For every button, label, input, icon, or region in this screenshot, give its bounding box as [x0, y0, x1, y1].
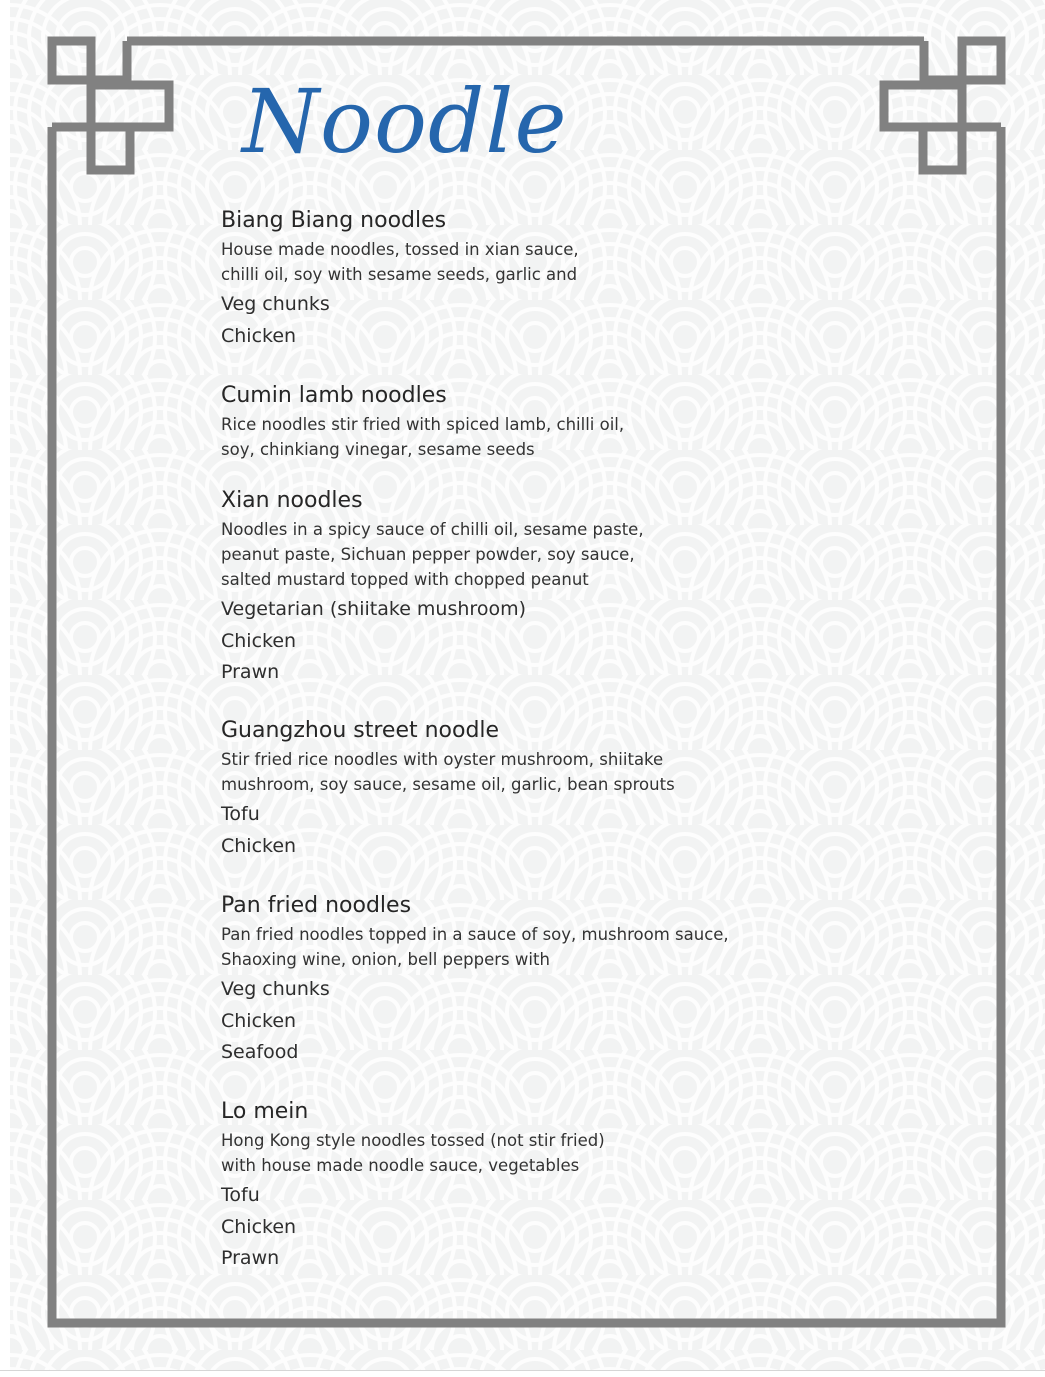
dish-description-line: Shaoxing wine, onion, bell peppers with	[221, 950, 550, 969]
dish-name: Xian noodles	[221, 488, 363, 513]
dish-description-line: Pan fried noodles topped in a sauce of soy, mushroom sauce,	[221, 925, 729, 944]
dish-options	[221, 289, 781, 352]
dish-options	[221, 1180, 781, 1275]
dish-cumin-lamb-noodles	[221, 380, 781, 462]
dish-option: Prawn	[221, 661, 280, 683]
dish-description-line: Stir fried rice noodles with oyster mushroom, shiitake	[221, 750, 664, 769]
dish-description-line: soy, chinkiang vinegar, sesame seeds	[221, 440, 535, 459]
dish-description-line: mushroom, soy sauce, sesame oil, garlic, bean sprouts	[221, 775, 675, 794]
dish-name: Guangzhou street noodle	[221, 718, 500, 743]
dish-name: Cumin lamb noodles	[221, 383, 447, 408]
dish-option: Chicken	[221, 834, 297, 857]
dish-name: Lo mein	[221, 1099, 309, 1124]
dish-name: Pan fried noodles	[221, 893, 412, 918]
dish-option: Tofu	[221, 803, 260, 825]
dish-options	[221, 799, 781, 862]
dish-option: Vegetarian (shiitake mushroom)	[221, 598, 526, 620]
dish-option: Veg chunks	[221, 293, 330, 315]
chinese-corner-ornament-icon	[884, 41, 1001, 170]
dish-description-line: chilli oil, soy with sesame seeds, garlic and	[221, 265, 578, 284]
dish-option: Chicken	[221, 1215, 297, 1238]
dish-description-line: salted mustard topped with chopped peanut	[221, 570, 589, 589]
dish-option: Seafood	[221, 1041, 299, 1063]
dish-description-line: with house made noodle sauce, vegetables	[221, 1156, 580, 1175]
dish-biang-biang-noodles	[221, 205, 781, 352]
dish-option: Chicken	[221, 1009, 297, 1032]
dish-description-line: House made noodles, tossed in xian sauce,	[221, 240, 579, 259]
dish-description-line: Hong Kong style noodles tossed (not stir fried)	[221, 1131, 605, 1150]
dish-description-line: Noodles in a spicy sauce of chilli oil, sesame paste,	[221, 520, 644, 539]
dish-option: Tofu	[221, 1184, 260, 1206]
dish-option: Veg chunks	[221, 978, 330, 1000]
dish-pan-fried-noodles	[221, 890, 781, 1069]
dish-xian-noodles	[221, 485, 781, 689]
dish-description-line: peanut paste, Sichuan pepper powder, soy sauce,	[221, 545, 635, 564]
dish-options	[221, 594, 781, 689]
dish-options	[221, 974, 781, 1069]
dish-option: Prawn	[221, 1247, 280, 1269]
chinese-corner-ornament-icon	[52, 41, 169, 170]
dish-description-line: Rice noodles stir fried with spiced lamb, chilli oil,	[221, 415, 625, 434]
dish-lo-mein	[221, 1096, 781, 1275]
page-title: Noodle	[242, 70, 568, 173]
dish-option: Chicken	[221, 629, 297, 652]
dish-guangzhou-street-noodle	[221, 715, 781, 862]
dish-name: Biang Biang noodles	[221, 208, 447, 233]
dish-option: Chicken	[221, 324, 297, 347]
